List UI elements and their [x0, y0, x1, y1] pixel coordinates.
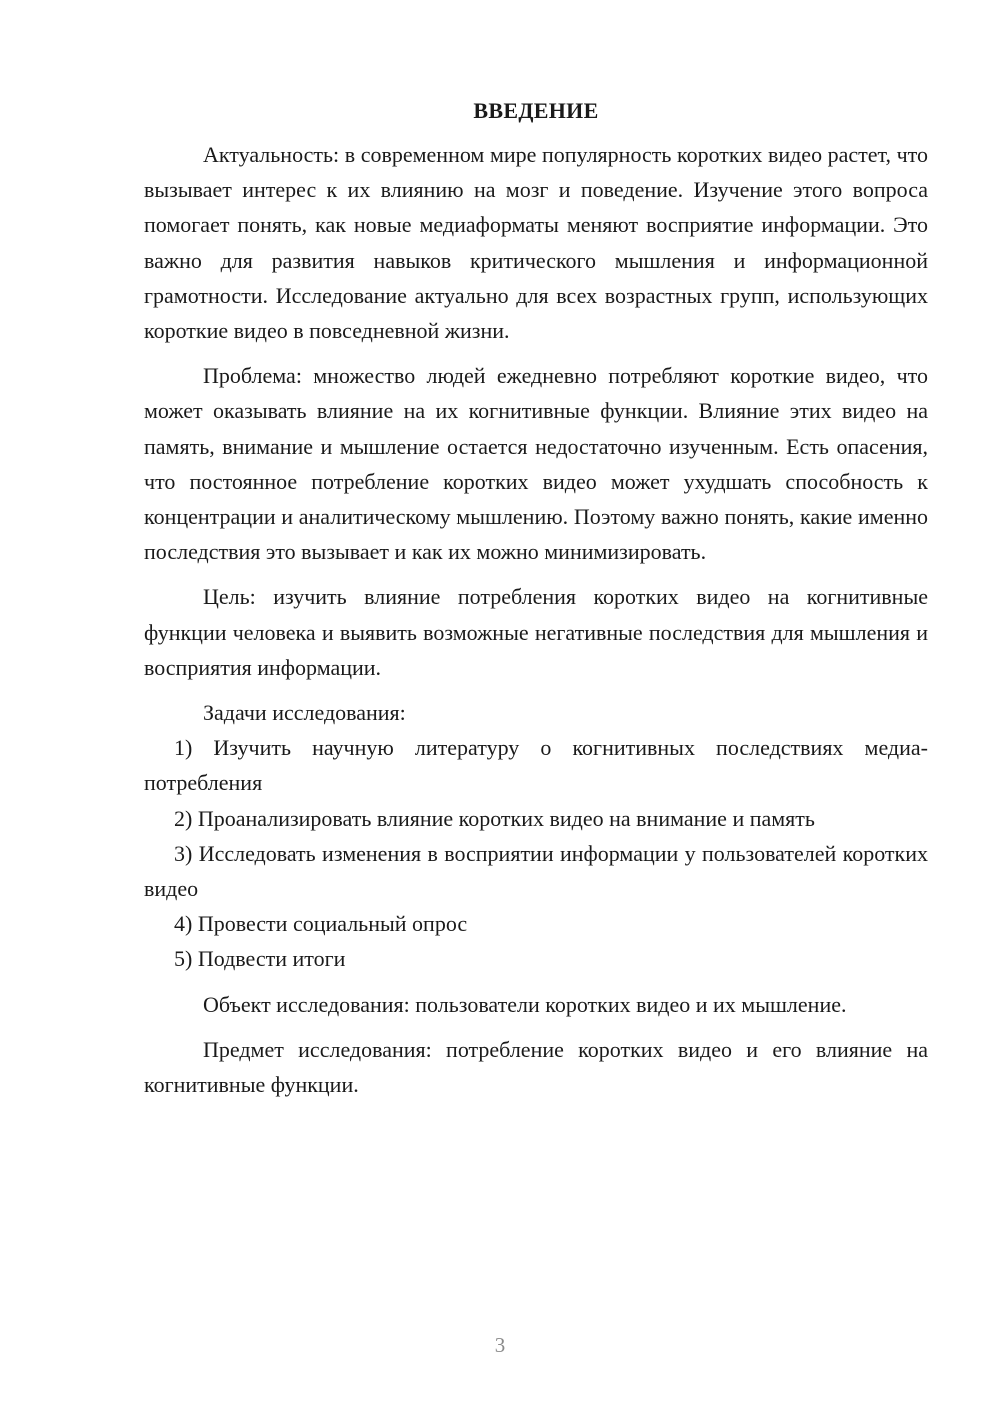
- problem-paragraph: Проблема: множество людей ежедневно потребляют короткие видео, что может оказывать влияние на их когнитивные функции. Влияние этих видео на память, внимание и мышление остается недостаточно изученным. Есть опасения, что постоянное потребление коротких видео может ухудшать способность к концентрации и аналитическому мышлению. Поэтому важно понять, какие именно последствия это вызывает и как их можно минимизировать.: [144, 363, 928, 565]
- task-item-1: 1) Изучить научную литературу о когнитивных последствиях медиа-потребления: [144, 735, 928, 796]
- page-number: 3: [494, 1333, 506, 1357]
- goal-paragraph: Цель: изучить влияние потребления коротких видео на когнитивные функции человека и выявить возможные негативные последствия для мышления и восприятия информации.: [144, 584, 928, 680]
- task-item-5: 5) Подвести итоги: [174, 946, 346, 972]
- page-title: ВВЕДЕНИЕ: [473, 98, 599, 123]
- page-content: [144, 96, 928, 1102]
- relevance-paragraph: Актуальность: в современном мире популярность коротких видео растет, что вызывает интерес к их влиянию на мозг и поведение. Изучение этого вопроса помогает понять, как новые медиаформаты меняют восприятие информации. Это важно для развития навыков критического мышления и информационной грамотности. Исследование актуально для всех возрастных групп, использующих короткие видео в повседневной жизни.: [144, 142, 928, 344]
- task-item-3: 3) Исследовать изменения в восприятии информации у пользователей коротких видео: [144, 840, 928, 902]
- object-paragraph: Объект исследования: пользователи коротких видео и их мышление.: [203, 991, 847, 1017]
- tasks-heading: Задачи исследования:: [203, 700, 406, 726]
- task-item-4: 4) Провести социальный опрос: [174, 911, 468, 937]
- subject-paragraph: Предмет исследования: потребление коротких видео и его влияние на когнитивные функции.: [144, 1036, 928, 1098]
- task-item-2: 2) Проанализировать влияние коротких видео на внимание и память: [174, 805, 815, 831]
